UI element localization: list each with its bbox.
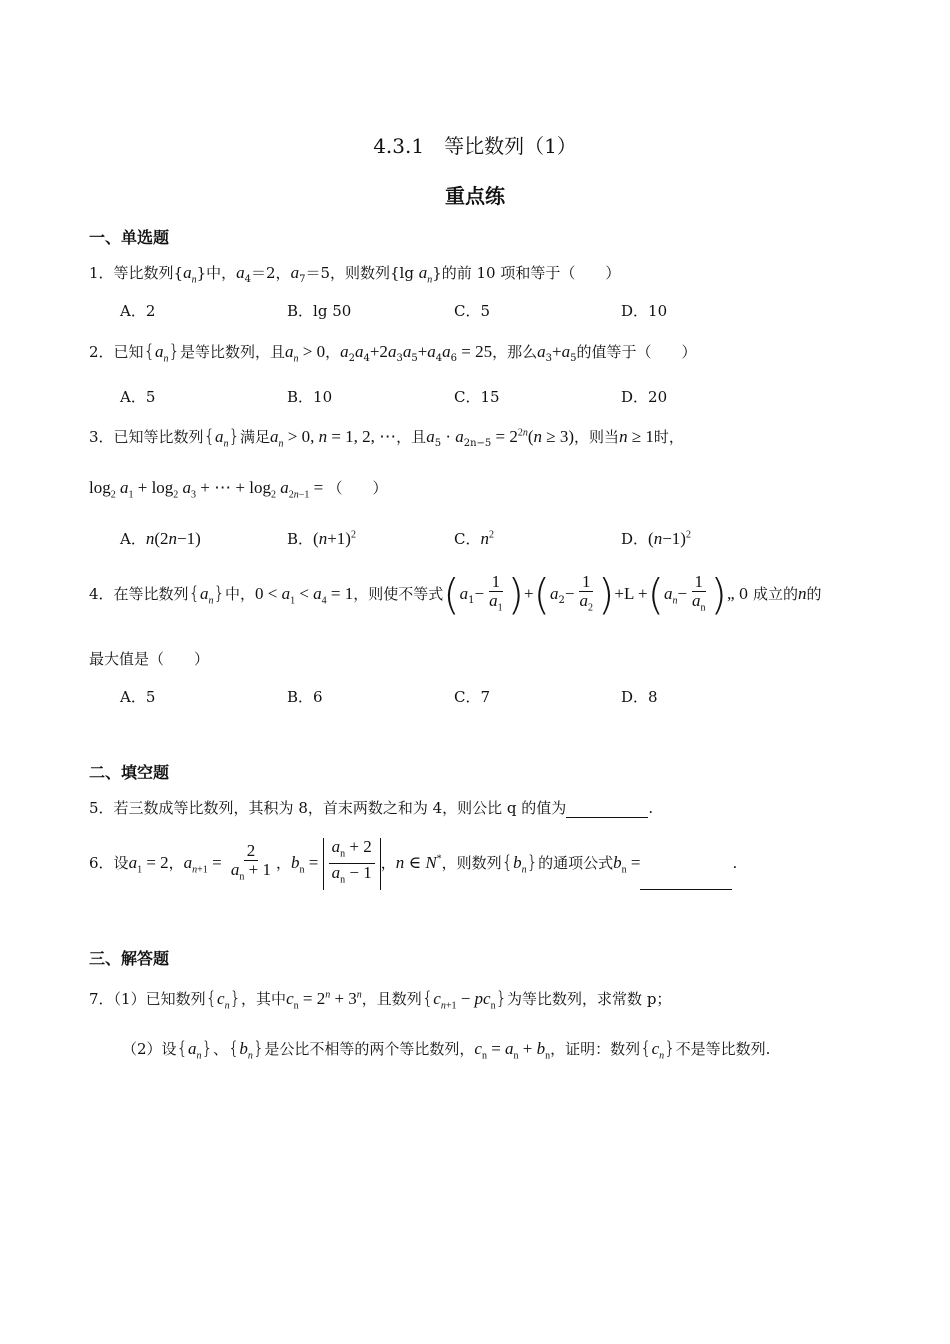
question-2: 2．已知$\{a_n\}$是等比数列，且$a_n > 0$，$a_2a_4+2a_3a_5+a_4a_6 = 25$，那么$a_3+a_5$的值等于（ ） bbox=[89, 341, 697, 365]
question-4: 4．在等比数列$\{a_n\}$中，$0 < a_1 < a_4 = 1$，则使不等式($a_1-$ $\frac{1}{a_1}$ )$+(a_2-$ $\frac{1}{a_2}$ )$+L +(a_n-$ $\frac{1}{a_n}$ )„ 0 成立的n的 bbox=[89, 570, 822, 620]
section-heading-single-choice: 一、单选题 bbox=[89, 228, 170, 247]
option-d: D．8 bbox=[621, 688, 658, 706]
question-4-continuation: 最大值是（ ） bbox=[89, 650, 210, 668]
option-b: B．6 bbox=[287, 688, 323, 706]
option-c: C．7 bbox=[454, 688, 491, 706]
option-d: D．10 bbox=[621, 302, 668, 320]
option-a: A．n(2n−1) bbox=[120, 529, 201, 548]
page-subtitle: 重点练 bbox=[445, 184, 505, 208]
option-a: A．2 bbox=[120, 302, 156, 320]
question-3-options bbox=[120, 528, 950, 549]
option-a: A．5 bbox=[120, 688, 156, 706]
question-6: 6．设$a_1 = 2$，$a_{n+1}$ = $\frac{2}{a_n + 1}$ ，$b_n$ = $\frac{a_n + 2}{a_n - 1}$ ，n ∈ N*，则数列$\{b_n\}$的通项公式$b_n$ = . bbox=[89, 838, 950, 890]
question-1-options bbox=[120, 300, 950, 321]
option-b: B．lg 50 bbox=[287, 302, 352, 320]
question-3-expression: $\log_2 a_1 + \log_2 a_3$ + ⋯ + $\log_2 a_{2n-1}$ = （ ） bbox=[89, 478, 388, 501]
question-4-options bbox=[120, 686, 950, 707]
question-2-options bbox=[120, 386, 950, 407]
option-d: D．$(n-1)^2$ bbox=[621, 529, 691, 548]
answer-blank[interactable] bbox=[640, 875, 732, 890]
option-a: A．5 bbox=[120, 388, 156, 406]
question-3: 3．已知等比数列$\{a_n\}$满足$a_n > 0$, n = 1, 2, ⋯，且$a_5 \cdot a_{2n-5} = 2^{2n}(n \ge 3)$，则当n ≥ 1时， bbox=[89, 426, 684, 450]
question-5: 5．若三数成等比数列，其积为 8，首末两数之和为 4，则公比 q 的值为 . bbox=[89, 799, 654, 817]
question-7-part-2: （2）设$\{a_n\}$、$\{b_n\}$是公比不相等的两个等比数列，$c_n = a_n + b_n$，证明：数列$\{c_n\}$不是等比数列. bbox=[122, 1038, 771, 1062]
section-heading-solution: 三、解答题 bbox=[89, 949, 170, 968]
question-7-part-1: 7．（1）已知数列$\{c_n\}$，其中$c_n = 2^n + 3^n$，且数列$\{c_{n+1} - pc_n\}$为等比数列，求常数 p； bbox=[89, 988, 672, 1012]
option-d: D．20 bbox=[621, 388, 668, 406]
option-c: C．15 bbox=[454, 388, 500, 406]
option-c: C．5 bbox=[454, 302, 491, 320]
option-b: B．10 bbox=[287, 388, 333, 406]
question-1: 1．等比数列$\{a_n\}$中，$a_4=2$，$a_7=5$，则数列{lg $a_n$}的前 10 项和等于（ ） bbox=[89, 263, 621, 286]
option-b: B．$(n+1)^2$ bbox=[287, 529, 356, 548]
answer-blank[interactable] bbox=[566, 803, 648, 818]
section-heading-fill-in: 二、填空题 bbox=[89, 763, 170, 782]
page-title: 4.3.1 等比数列（1） bbox=[373, 134, 577, 158]
option-c: C．$n^2$ bbox=[454, 529, 494, 548]
